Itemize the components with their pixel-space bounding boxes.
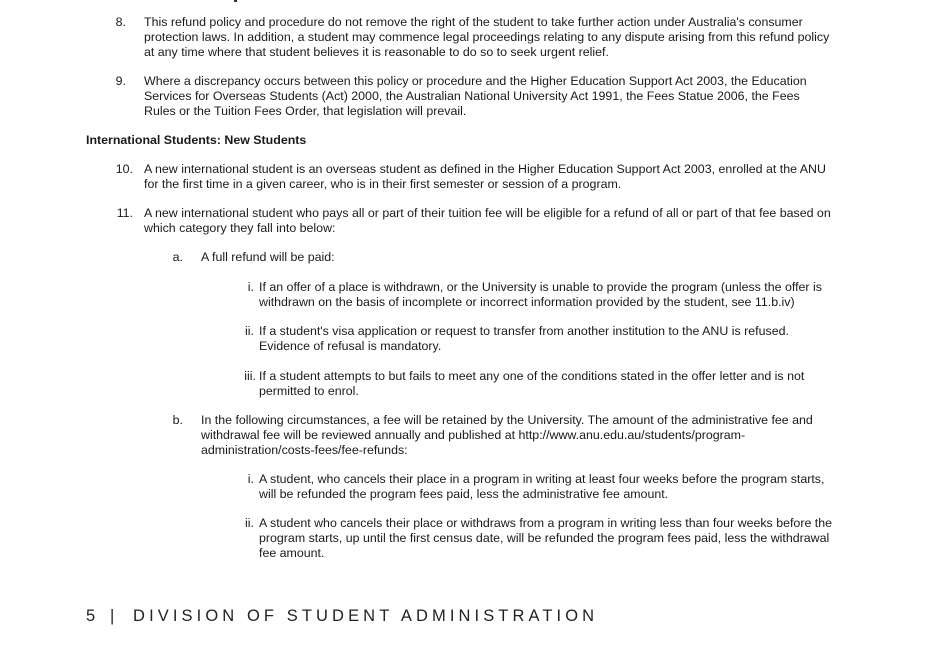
list-text [144,74,807,119]
list-text [259,324,789,354]
list-text [144,162,826,192]
text-line: A new international student who pays all or part of their tuition fee will be eligible for a refund of all or part of that fee based on [144,206,831,220]
text-line: Rules or the Tuition Fees Order, that legislation will prevail. [144,104,467,118]
list-roman: i. [247,280,254,294]
text-line: If a student attempts to but fails to meet any one of the conditions stated in the offer letter and is not [259,369,805,383]
text-line: program starts, up until the first census date, will be refunded the program fees paid, less the withdrawal [259,531,830,545]
list-letter: a. [172,250,183,264]
list-number: 8. [115,15,126,29]
text-line: withdrawal fee will be reviewed annually and published at http://www.anu.edu.au/students/program- [201,428,746,442]
list-number: 11. [116,206,133,220]
section-heading: International Students: New Students [86,133,307,147]
text-line: Where a discrepancy occurs between this policy or procedure and the Higher Education Support Act 2003, the Education [144,74,807,88]
list-roman: ii. [245,324,254,338]
text-line: A student, who cancels their place in a program in writing at least four weeks before the program starts, [259,472,825,486]
page-footer [86,606,598,626]
text-line: Services for Overseas Students (Act) 2000, the Australian National University Act 1991, the Fees Statue 2006, the Fees [144,89,800,103]
list-letter: b. [172,413,183,427]
text-line: If a student's visa application or request to transfer from another institution to the ANU is refused. [259,324,789,338]
footer-title: DIVISION OF STUDENT ADMINISTRATION [133,607,599,625]
text-line: In the following circumstances, a fee will be retained by the University. The amount of the administrative fee and [201,413,813,427]
text-line: If an offer of a place is withdrawn, or the University is unable to provide the program (unless the offer is [259,280,822,294]
list-text [144,15,829,60]
text-line: administration/costs-fees/fee-refunds: [201,443,408,457]
list-roman: i. [247,472,254,486]
list-text [259,280,822,310]
list-text [201,250,335,265]
text-line: A new international student is an overseas student as defined in the Higher Education Support Act 2003, enrolled at the ANU [144,162,826,176]
text-line: protection laws. In addition, a student may commence legal proceedings relating to any dispute arising from this refund policy [144,30,830,44]
text-line: A full refund will be paid: [201,250,335,264]
list-number: 9. [115,74,126,88]
page-number: 5 [86,607,100,625]
list-text [201,413,813,458]
list-text [144,206,831,236]
text-line: This refund policy and procedure do not remove the right of the student to take further action under Australia's consumer [144,15,803,29]
list-number: 10. [115,162,133,176]
text-line: which category they fall into below: [144,221,336,235]
text-line: Evidence of refusal is mandatory. [259,339,442,353]
page-edge-mark [234,0,237,2]
text-line: fee amount. [259,546,325,560]
text-line: for the first time in a given career, who is in their first semester or session of a program. [144,177,622,191]
text-line: withdrawn on the basis of incomplete or incorrect information provided by the student, see 11.b.iv) [259,295,795,309]
footer-separator: | [109,607,119,625]
list-text [259,369,804,399]
text-line: A student who cancels their place or withdraws from a program in writing less than four weeks before the [259,516,832,530]
list-roman: ii. [245,516,254,530]
text-line: will be refunded the program fees paid, less the administrative fee amount. [259,487,669,501]
list-text [259,516,832,561]
text-line: at any time where that student believes it is reasonable to do so to seek urgent relief. [144,45,609,59]
list-roman: iii. [244,369,256,383]
list-text [259,472,824,502]
text-line: permitted to enrol. [259,384,359,398]
